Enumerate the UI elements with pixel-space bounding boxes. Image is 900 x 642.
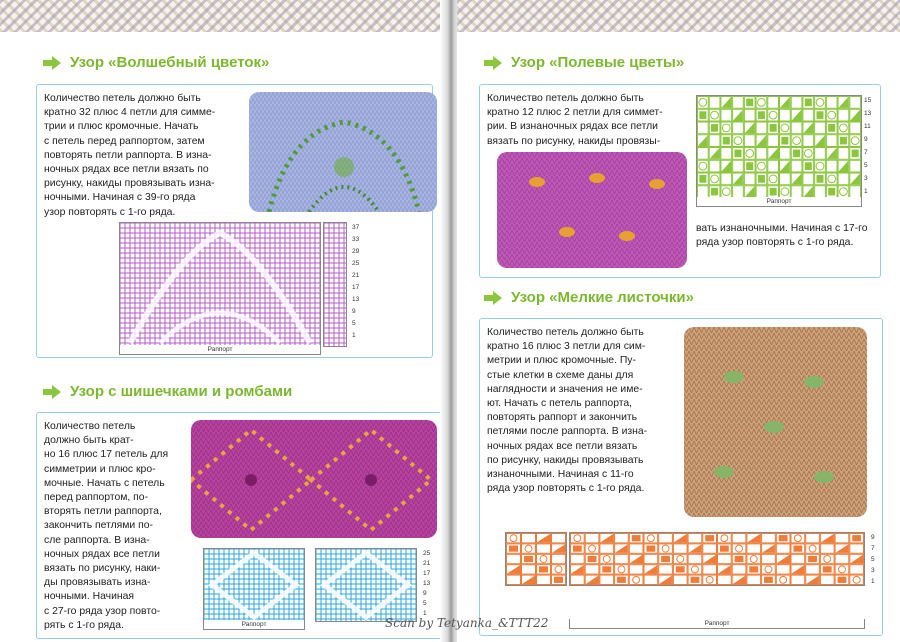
row-number: 25	[423, 550, 431, 557]
desc-line: кратно 12 плюс 2 петли для симмет-	[487, 107, 663, 119]
chart-cones-rhombs-b	[315, 548, 417, 622]
chart-magic-flower	[119, 222, 321, 347]
row-numbers-magic-flower	[352, 224, 366, 349]
desc-line: ночных рядах все петли	[44, 548, 160, 560]
row-number: 25	[352, 260, 360, 267]
title-cones-rhombs: Узор с шишечками и ромбами	[70, 383, 293, 400]
repeat-bar-field-flowers: Раппорт	[696, 197, 862, 207]
desc-line: кратно 32 плюс 4 петли для симме-	[44, 107, 216, 119]
chart-cones-rhombs-a	[203, 548, 305, 622]
row-number: 3	[864, 175, 868, 182]
desc-line: Количество петель должно быть	[44, 93, 201, 104]
desc-line: ряда узор повторять с 1-го ряда.	[487, 483, 645, 495]
desc-line: изнаночными. Начиная с 11-го	[487, 469, 634, 481]
desc-line: вязать по рисунку, наки-	[44, 563, 161, 575]
row-number: 1	[871, 578, 875, 585]
section-title-cones-rhombs	[42, 383, 292, 400]
desc-line: трии и плюс кромочные. Начать	[44, 121, 199, 133]
desc-line: вторять петли раппорта,	[44, 506, 162, 518]
row-number: 7	[864, 149, 868, 156]
desc-line: с 27-го ряда узор повто-	[44, 605, 161, 617]
row-number: 21	[352, 272, 360, 279]
photo-magic-flower	[249, 92, 437, 212]
desc-line: стые клетки в схеме даны для	[487, 369, 634, 381]
desc-line: Количество петель должно быть	[487, 327, 644, 338]
left-page	[0, 0, 447, 642]
photo-small-leaves	[684, 327, 867, 517]
row-number: 5	[871, 556, 875, 563]
desc-line: но 16 плюс 17 петель для	[44, 449, 169, 461]
desc-line: по рисунку, накиды провязывать	[487, 454, 644, 466]
desc-line: ночных рядах все петли вязать по	[44, 164, 209, 176]
row-number: 37	[352, 224, 360, 231]
field-flowers-description	[487, 92, 702, 149]
chart-magic-flower-edge	[323, 222, 347, 347]
arrow-right-icon	[42, 55, 62, 71]
photo-cones-rhombs	[191, 420, 437, 538]
row-number: 17	[352, 284, 360, 291]
row-number: 9	[352, 308, 356, 315]
desc-line: узор повторять с 1-го ряда.	[44, 206, 176, 218]
desc-line: вать изнаночными. Начиная с 17-го	[696, 223, 868, 234]
row-number: 5	[864, 162, 868, 169]
magic-flower-description	[44, 92, 254, 220]
arrow-right-icon	[42, 384, 62, 400]
row-number: 13	[352, 296, 360, 303]
row-number: 9	[423, 590, 427, 597]
row-number: 21	[423, 560, 431, 567]
desc-line: с петель перед раппортом, затем	[44, 135, 205, 147]
chart-field-flowers	[696, 95, 862, 199]
row-number: 17	[423, 570, 431, 577]
scan-credit: Scan by Tetyanka_&TTT22	[385, 616, 549, 630]
row-number: 7	[871, 545, 875, 552]
small-leaves-description	[487, 326, 687, 496]
row-number: 1	[423, 610, 427, 617]
desc-line: петлями после раппорта. В изна-	[487, 426, 648, 438]
row-number: 33	[352, 236, 360, 243]
desc-line: рять с 1-го ряда.	[44, 619, 124, 631]
desc-line: вязать по рисунку, накиды провязы-	[487, 135, 661, 147]
row-number: 9	[871, 534, 875, 541]
desc-line: симметрии и плюс кро-	[44, 463, 156, 475]
row-number: 15	[864, 97, 872, 104]
arrow-right-icon	[483, 55, 503, 71]
desc-line: Количество петель	[44, 421, 136, 432]
section-title-small-leaves	[483, 289, 694, 306]
row-number: 1	[352, 332, 356, 339]
desc-line: должно быть крат-	[44, 435, 134, 447]
photo-field-flowers	[497, 152, 687, 268]
desc-line: ют. Начать с петель раппорта,	[487, 398, 633, 410]
desc-line: ды провязывать изна-	[44, 577, 151, 589]
desc-line: перед раппортом, по-	[44, 492, 149, 504]
field-flowers-description-end	[696, 222, 876, 250]
title-small-leaves: Узор «Мелкие листочки»	[511, 289, 694, 306]
row-number: 29	[352, 248, 360, 255]
arrow-right-icon	[483, 290, 503, 306]
desc-line: наглядности и значения не име-	[487, 383, 643, 395]
row-number: 5	[352, 320, 356, 327]
repeat-bar-cones-rhombs: Раппорт	[203, 620, 305, 630]
repeat-bar-small-leaves: Раппорт	[569, 619, 865, 629]
desc-line: ночных рядах все петли вязать	[487, 440, 638, 452]
section-title-field-flowers	[483, 54, 684, 71]
desc-line: мочные. Начать с петель	[44, 477, 165, 489]
chart-small-leaves-b	[569, 532, 865, 586]
decorative-top-strip	[0, 0, 447, 32]
desc-line: повторять раппорт и закончить	[487, 412, 638, 424]
repeat-bar-magic-flower: Раппорт	[119, 345, 321, 355]
title-field-flowers: Узор «Полевые цветы»	[511, 54, 685, 71]
row-numbers-field-flowers	[864, 97, 878, 201]
section-title-magic-flower	[42, 54, 269, 71]
desc-line: метрии и плюс кромочные. Пу-	[487, 355, 636, 367]
desc-line: рии. В изнаночных рядах все петли	[487, 121, 658, 133]
right-page	[457, 0, 900, 642]
desc-line: ночными. Начиная с 39-го ряда	[44, 192, 196, 204]
desc-line: сле раппорта. В изна-	[44, 534, 150, 546]
title-magic-flower: Узор «Волшебный цветок»	[70, 54, 270, 71]
desc-line: Количество петель должно быть	[487, 93, 644, 104]
row-number: 13	[864, 110, 872, 117]
row-number: 3	[871, 567, 875, 574]
chart-small-leaves-a	[505, 532, 567, 586]
row-number: 5	[423, 600, 427, 607]
desc-line: кратно 16 плюс 3 петли для сим-	[487, 341, 646, 353]
desc-line: ряда узор повторять с 1-го ряда.	[696, 237, 854, 249]
decorative-top-strip	[457, 0, 900, 32]
row-number: 11	[864, 123, 871, 130]
row-numbers-small-leaves	[871, 534, 885, 598]
row-number: 9	[864, 136, 868, 143]
cones-rhombs-description	[44, 420, 196, 633]
row-number: 1	[864, 188, 868, 195]
row-numbers-cones-rhombs	[423, 550, 437, 625]
row-number: 13	[423, 580, 431, 587]
desc-line: рисунку, накиды провязывать изна-	[44, 178, 215, 190]
desc-line: ночными. Начиная	[44, 591, 135, 603]
desc-line: повторять петли раппорта. В изна-	[44, 149, 212, 161]
desc-line: закончить петлями по-	[44, 520, 153, 532]
